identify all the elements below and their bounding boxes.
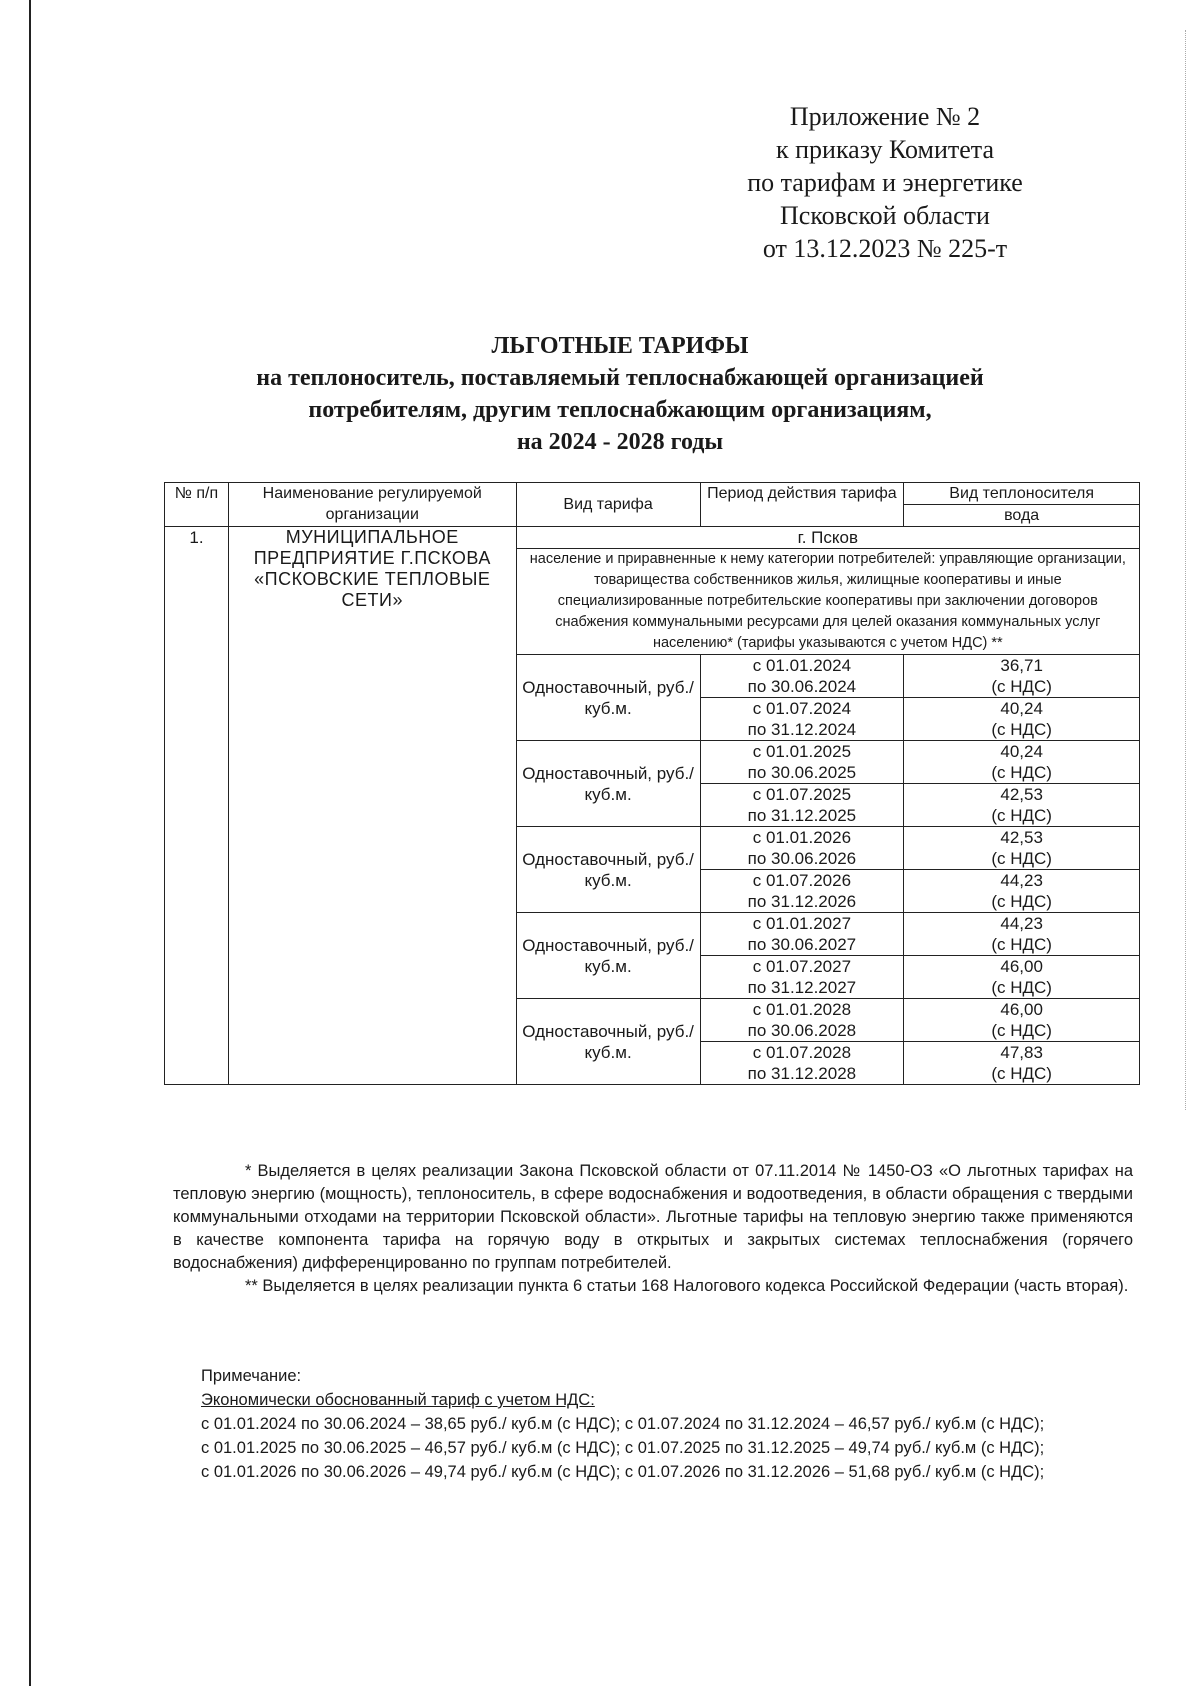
- tariff-value: 40,24: [1000, 699, 1043, 718]
- header-tariff-type: Вид тарифа: [516, 483, 700, 527]
- period-to: по 31.12.2026: [747, 892, 857, 911]
- tariff-value-cell: [904, 1042, 1140, 1085]
- tariff-type-cell: Одноставочный, руб./куб.м.: [516, 999, 700, 1085]
- tariff-value: 44,23: [1000, 914, 1043, 933]
- organization-name: МУНИЦИПАЛЬНОЕ ПРЕДПРИЯТИЕ Г.ПСКОВА «ПСКОВСКИЕ ТЕПЛОВЫЕ СЕТИ»: [228, 527, 516, 1085]
- vat-label: (с НДС): [991, 720, 1052, 739]
- vat-label: (с НДС): [991, 935, 1052, 954]
- tariff-value: 40,24: [1000, 742, 1043, 761]
- note-label: Примечание:: [201, 1367, 302, 1385]
- tariff-value-cell: [904, 870, 1140, 913]
- tariff-value-cell: [904, 956, 1140, 999]
- footnote-2: ** Выделяется в целях реализации пункта 6 статьи 168 Налогового кодекса Российской Федерации (часть вторая).: [245, 1277, 1129, 1295]
- period-cell: [700, 827, 904, 870]
- period-to: по 31.12.2028: [747, 1064, 857, 1083]
- table-row-city: [165, 527, 1140, 549]
- header-period: Период действия тарифа: [700, 483, 904, 527]
- tariff-value-cell: [904, 655, 1140, 698]
- vat-label: (с НДС): [991, 892, 1052, 911]
- period-from: с 01.07.2027: [752, 957, 852, 976]
- header-carrier-value: вода: [904, 505, 1140, 527]
- vat-label: (с НДС): [991, 1064, 1052, 1083]
- period-to: по 30.06.2025: [747, 763, 857, 782]
- tariff-type-cell: Одноставочный, руб./куб.м.: [516, 655, 700, 741]
- note-line: с 01.01.2025 по 30.06.2025 – 46,57 руб./ куб.м (с НДС); с 01.07.2025 по 31.12.2025 – 49,74 руб./ куб.м (с НДС);: [201, 1439, 1045, 1457]
- period-from: с 01.07.2028: [752, 1043, 852, 1062]
- appendix-line-3: по тарифам и энергетике: [747, 168, 1023, 197]
- period-cell: [700, 741, 904, 784]
- title-sub-1: на теплоноситель, поставляемый теплоснабжающей организацией: [256, 365, 984, 391]
- appendix-line-2: к приказу Комитета: [775, 135, 994, 164]
- title-sub-2: потребителям, другим теплоснабжающим организациям,: [308, 397, 932, 423]
- city-cell: г. Псков: [516, 527, 1139, 549]
- title-main: ЛЬГОТНЫЕ ТАРИФЫ: [491, 333, 749, 359]
- tariff-value: 42,53: [1000, 828, 1043, 847]
- footnote-1: * Выделяется в целях реализации Закона Псковской области от 07.11.2014 № 1450-ОЗ «О льготных тарифах на тепловую энергию (мощность), теплоноситель, в сфере водоснабжения и водоотведения, в области обращения с твердыми коммунальными отходами на территории Псковской области». Льготные тарифы на тепловую энергию также применяются в качестве компонента тарифа на горячую воду в открытых и закрытых системах теплоснабжения (горячего водоснабжения) дифференцированно по группам потребителей.: [173, 1162, 1133, 1272]
- period-to: по 31.12.2024: [747, 720, 857, 739]
- consumers-cell: население и приравненные к нему категории потребителей: управляющие организации, товарищества собственников жилья, жилищные кооперативы и иные специализированные потребительские кооперативы при заключении договоров снабжения коммунальными ресурсами для целей оказания коммунальных услуг населению* (тарифы указываются с учетом НДС) **: [516, 549, 1139, 655]
- appendix-line-5: от 13.12.2023 № 225-т: [762, 234, 1008, 263]
- period-to: по 30.06.2028: [747, 1021, 857, 1040]
- period-to: по 30.06.2027: [747, 935, 857, 954]
- title-sub-3: на 2024 - 2028 годы: [516, 429, 724, 455]
- tariff-type-cell: Одноставочный, руб./куб.м.: [516, 741, 700, 827]
- tariff-value-cell: [904, 698, 1140, 741]
- period-to: по 31.12.2027: [747, 978, 857, 997]
- tariff-value: 46,00: [1000, 1000, 1043, 1019]
- period-from: с 01.07.2025: [752, 785, 852, 804]
- vat-label: (с НДС): [991, 763, 1052, 782]
- tariff-value-cell: [904, 741, 1140, 784]
- tariff-value: 42,53: [1000, 785, 1043, 804]
- header-org: Наименование регулируемой организации: [228, 483, 516, 527]
- appendix-header: [720, 100, 1050, 265]
- period-cell: [700, 655, 904, 698]
- tariff-value: 44,23: [1000, 871, 1043, 890]
- vat-label: (с НДС): [991, 677, 1052, 696]
- scan-right-edge: [1185, 30, 1187, 1110]
- scan-left-edge: [29, 0, 31, 1686]
- period-to: по 30.06.2026: [747, 849, 857, 868]
- tariff-value: 36,71: [1000, 656, 1043, 675]
- tariff-value: 46,00: [1000, 957, 1043, 976]
- tariff-value-cell: [904, 913, 1140, 956]
- tariff-value-cell: [904, 784, 1140, 827]
- tariff-type-cell: Одноставочный, руб./куб.м.: [516, 827, 700, 913]
- tariff-value-cell: [904, 999, 1140, 1042]
- period-from: с 01.07.2024: [752, 699, 852, 718]
- footnotes: [173, 1160, 1133, 1298]
- appendix-line-4: Псковской области: [780, 201, 990, 230]
- period-from: с 01.01.2024: [752, 656, 852, 675]
- appendix-line-1: Приложение № 2: [789, 102, 981, 131]
- period-cell: [700, 698, 904, 741]
- period-cell: [700, 913, 904, 956]
- period-from: с 01.01.2025: [752, 742, 852, 761]
- period-cell: [700, 784, 904, 827]
- table-header-row: [165, 483, 1140, 505]
- note-line: с 01.01.2026 по 30.06.2026 – 49,74 руб./ куб.м (с НДС); с 01.07.2026 по 31.12.2026 – 51,68 руб./ куб.м (с НДС);: [201, 1463, 1045, 1481]
- period-to: по 31.12.2025: [747, 806, 857, 825]
- period-from: с 01.01.2026: [752, 828, 852, 847]
- period-cell: [700, 956, 904, 999]
- vat-label: (с НДС): [991, 849, 1052, 868]
- period-to: по 30.06.2024: [747, 677, 857, 696]
- tariff-value: 47,83: [1000, 1043, 1043, 1062]
- note-line: с 01.01.2024 по 30.06.2024 – 38,65 руб./ куб.м (с НДС); с 01.07.2024 по 31.12.2024 – 46,57 руб./ куб.м (с НДС);: [201, 1415, 1045, 1433]
- document-title: [160, 330, 1080, 458]
- vat-label: (с НДС): [991, 806, 1052, 825]
- period-cell: [700, 870, 904, 913]
- period-from: с 01.07.2026: [752, 871, 852, 890]
- header-num: № п/п: [165, 483, 229, 527]
- header-carrier: Вид теплоносителя: [904, 483, 1140, 505]
- tariff-value-cell: [904, 827, 1140, 870]
- period-from: с 01.01.2027: [752, 914, 852, 933]
- period-from: с 01.01.2028: [752, 1000, 852, 1019]
- tariff-table: [164, 482, 1140, 1085]
- row-number: 1.: [165, 527, 229, 1085]
- tariff-type-cell: Одноставочный, руб./куб.м.: [516, 913, 700, 999]
- period-cell: [700, 1042, 904, 1085]
- vat-label: (с НДС): [991, 1021, 1052, 1040]
- vat-label: (с НДС): [991, 978, 1052, 997]
- note-heading: Экономически обоснованный тариф с учетом НДС:: [201, 1391, 595, 1409]
- period-cell: [700, 999, 904, 1042]
- note-section: [173, 1364, 1133, 1484]
